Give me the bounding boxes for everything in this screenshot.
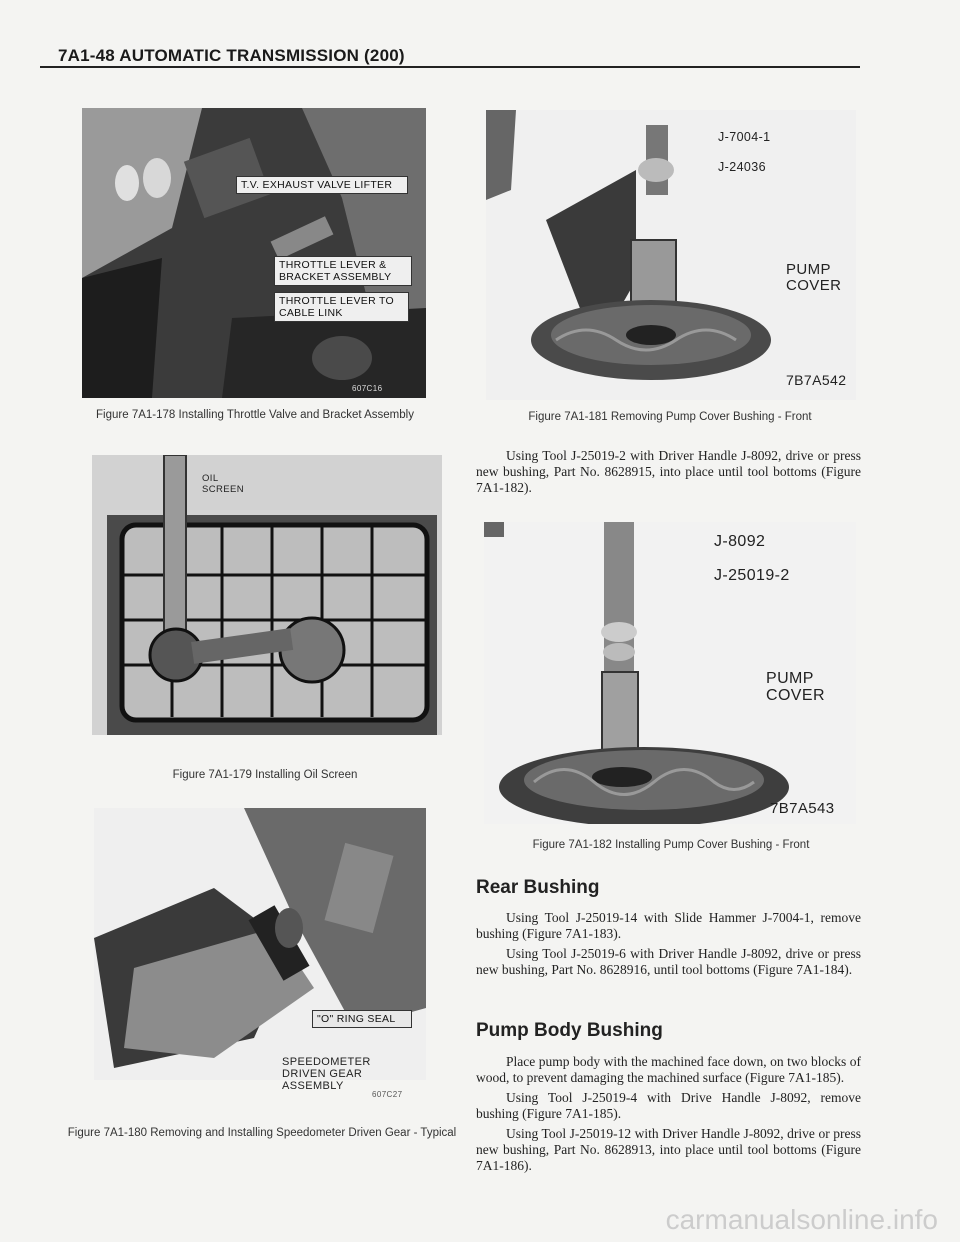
page-header-title: 7A1-48 AUTOMATIC TRANSMISSION (200) bbox=[58, 46, 405, 65]
figure-180-code: 607C27 bbox=[372, 1090, 403, 1099]
figure-178-photo bbox=[82, 108, 426, 398]
figure-178-caption: Figure 7A1-178 Installing Throttle Valve and Bracket Assembly bbox=[96, 409, 414, 421]
paragraph-text: Using Tool J-25019-6 with Driver Handle J-8092, drive or press new bushing, Part No. 8628916, until tool bottoms (Figure 7A1-184). bbox=[476, 946, 861, 977]
section-pump-body-bushing bbox=[476, 1054, 861, 1178]
label-tv-exhaust-valve-lifter: T.V. EXHAUST VALVE LIFTER bbox=[236, 176, 408, 194]
label-throttle-lever-cable-link: THROTTLE LEVER TO CABLE LINK bbox=[274, 292, 409, 322]
label-throttle-lever-bracket: THROTTLE LEVER & BRACKET ASSEMBLY bbox=[274, 256, 412, 286]
figure-180-photo bbox=[94, 808, 426, 1080]
label-oil-screen: OIL SCREEN bbox=[202, 473, 244, 495]
label-speedometer-driven-gear: SPEEDOMETER DRIVEN GEAR ASSEMBLY bbox=[282, 1056, 371, 1092]
label-tool-j-24036: J-24036 bbox=[718, 160, 766, 174]
label-pump-cover-182: PUMP COVER bbox=[766, 670, 825, 704]
heading-pump-body-bushing: Pump Body Bushing bbox=[476, 1020, 663, 1041]
watermark: carmanualsonline.info bbox=[665, 1204, 938, 1235]
paragraph-text: Using Tool J-25019-4 with Drive Handle J-8092, remove bushing (Figure 7A1-185). bbox=[476, 1090, 861, 1121]
heading-rear-bushing: Rear Bushing bbox=[476, 877, 600, 898]
paragraph-install-front-bushing bbox=[476, 448, 861, 500]
figure-182-caption: Figure 7A1-182 Installing Pump Cover Bushing - Front bbox=[532, 839, 810, 851]
label-pump-cover-181: PUMP COVER bbox=[786, 261, 842, 294]
header-rule bbox=[40, 66, 860, 68]
figure-179-caption: Figure 7A1-179 Installing Oil Screen bbox=[172, 769, 358, 781]
figure-181-photo bbox=[486, 110, 856, 400]
figure-178-code: 607C16 bbox=[352, 384, 383, 393]
label-tool-j-7004-1: J-7004-1 bbox=[718, 130, 771, 144]
figure-182-code: 7B7A543 bbox=[770, 800, 835, 817]
figure-179-photo bbox=[92, 455, 442, 735]
label-o-ring-seal: "O" RING SEAL bbox=[312, 1010, 412, 1028]
figure-180-caption: Figure 7A1-180 Removing and Installing Speedometer Driven Gear - Typical bbox=[67, 1127, 457, 1139]
paragraph-text: Using Tool J-25019-12 with Driver Handle J-8092, drive or press new bushing, Part No. 8628913, into place until tool bottoms (Figure 7A1-186). bbox=[476, 1126, 861, 1173]
section-rear-bushing bbox=[476, 910, 861, 982]
figure-181-caption: Figure 7A1-181 Removing Pump Cover Bushing - Front bbox=[528, 411, 812, 423]
paragraph-text: Using Tool J-25019-14 with Slide Hammer J-7004-1, remove bushing (Figure 7A1-183). bbox=[476, 910, 861, 941]
label-tool-j-8092: J-8092 bbox=[714, 533, 766, 550]
label-tool-j-25019-2: J-25019-2 bbox=[714, 567, 790, 584]
paragraph-text: Place pump body with the machined face down, on two blocks of wood, to prevent damaging the machined surface (Figure 7A1-185). bbox=[476, 1054, 861, 1085]
paragraph-text: Using Tool J-25019-2 with Driver Handle J-8092, drive or press new bushing, Part No. 8628915, into place until tool bottoms (Figure 7A1-182). bbox=[476, 448, 861, 495]
figure-181-code: 7B7A542 bbox=[786, 372, 847, 388]
